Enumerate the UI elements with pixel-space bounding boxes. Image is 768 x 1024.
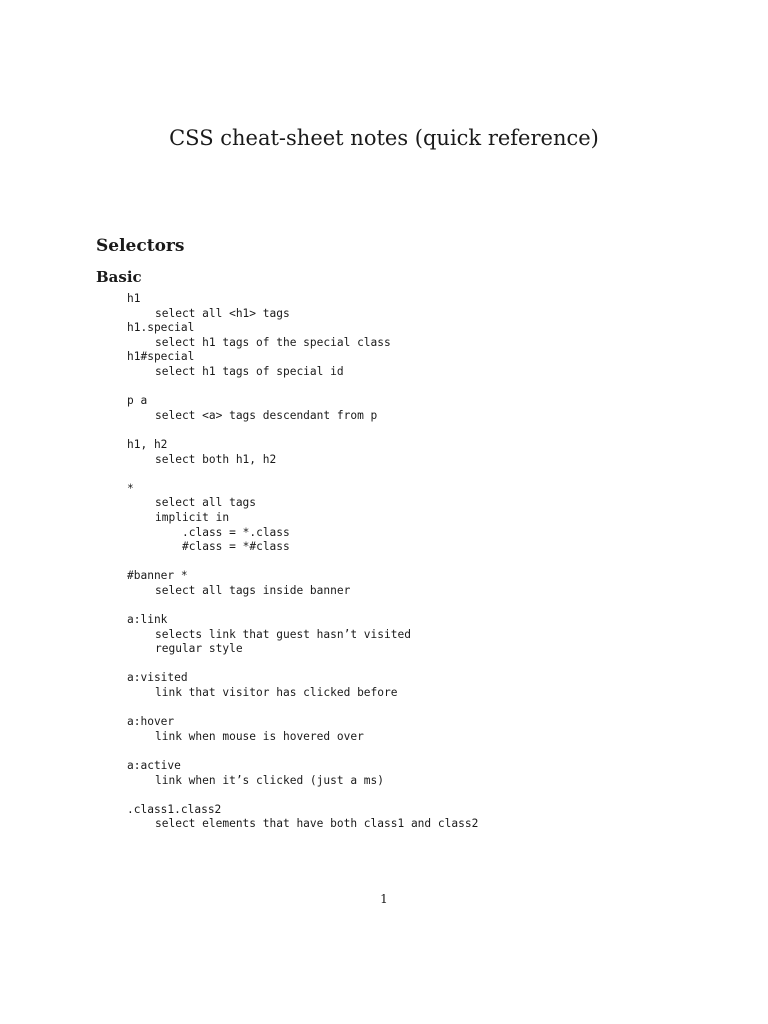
blank-line: [127, 598, 478, 613]
description-line: selects link that guest hasn’t visited: [155, 627, 411, 641]
description-line: select elements that have both class1 and class2: [155, 817, 479, 831]
selector-line: a:active: [127, 759, 181, 772]
description-line: select h1 tags of special id: [155, 364, 344, 378]
blank-line: [127, 423, 478, 438]
selector-line: a:hover: [127, 715, 175, 729]
selector-line: h1#special: [127, 350, 195, 364]
blank-line: [127, 744, 478, 759]
blank-line: [127, 467, 478, 482]
selector-notes-block: [127, 292, 478, 832]
description-line: regular style: [155, 642, 243, 656]
blank-line: [127, 788, 478, 803]
selector-line: a:visited: [127, 671, 188, 685]
page-title: CSS cheat-sheet notes (quick reference): [169, 126, 599, 150]
selector-line: h1: [127, 292, 141, 305]
description-line: link when it’s clicked (just a ms): [155, 773, 385, 787]
description-line: select h1 tags of the special class: [155, 335, 391, 349]
blank-line: [127, 555, 478, 570]
section-heading-selectors: Selectors: [96, 236, 185, 256]
subsection-heading-basic: Basic: [96, 268, 142, 286]
selector-line: h1, h2: [127, 437, 168, 451]
description-line: link when mouse is hovered over: [155, 729, 364, 743]
blank-line: [127, 701, 478, 716]
selector-line: #banner *: [127, 569, 188, 583]
page-number: 1: [380, 892, 388, 906]
selector-line: *: [127, 481, 134, 495]
selector-line: h1.special: [127, 321, 195, 335]
blank-line: [127, 380, 478, 395]
description-line: select all <h1> tags: [155, 306, 290, 320]
description-line: .class = *.class: [182, 525, 290, 539]
description-line: implicit in: [155, 510, 230, 524]
selector-line: .class1.class2: [127, 802, 222, 816]
blank-line: [127, 657, 478, 672]
selector-line: p a: [127, 394, 148, 408]
description-line: select all tags inside banner: [155, 583, 351, 597]
description-line: #class = *#class: [182, 540, 290, 554]
description-line: select both h1, h2: [155, 452, 277, 466]
description-line: select <a> tags descendant from p: [155, 408, 378, 422]
selector-line: a:link: [127, 613, 168, 627]
description-line: link that visitor has clicked before: [155, 686, 398, 700]
description-line: select all tags: [155, 496, 257, 510]
